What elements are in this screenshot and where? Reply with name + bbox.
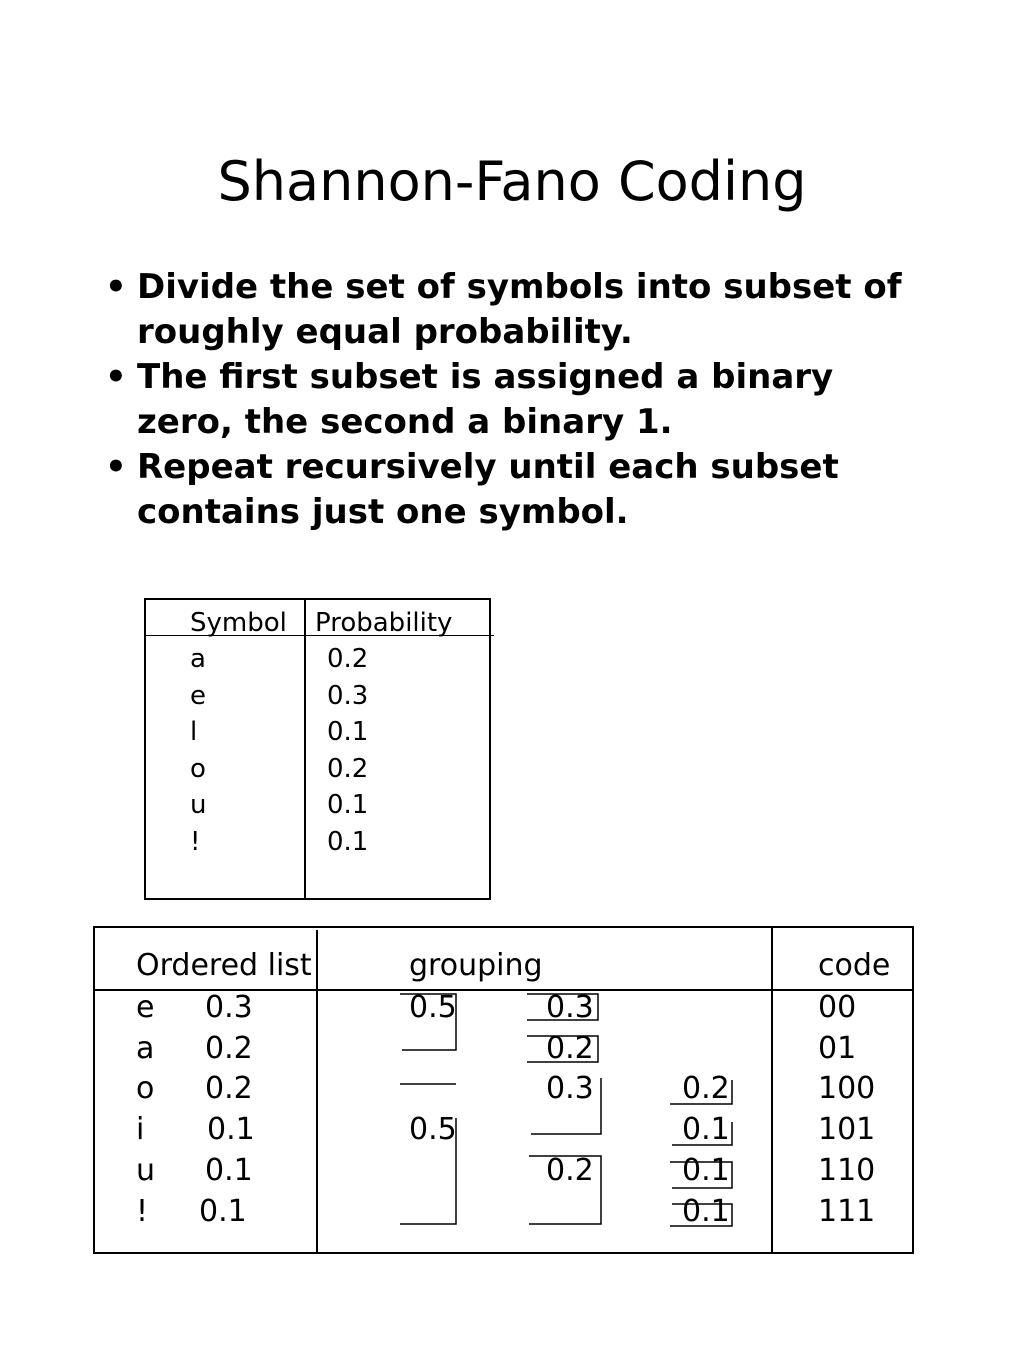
column-header-grouping: grouping <box>409 948 543 983</box>
bracket-line <box>531 1078 601 1134</box>
group-value: 0.3 <box>546 1071 594 1106</box>
bullet-item: • Repeat recursively until each subset contains just one symbol. <box>105 447 839 532</box>
ordered-symbol: a <box>136 1031 155 1066</box>
bracket-line <box>400 994 456 1050</box>
symbol-cell: o <box>190 754 206 784</box>
bullet-text: Divide the set of symbols into subset of roughly equal probability. <box>137 267 902 352</box>
bracket-line <box>527 1036 598 1062</box>
bullet-item: • The first subset is assigned a binary zero, the second a binary 1. <box>105 357 834 442</box>
bracket-line <box>670 1080 732 1104</box>
column-header-code: code <box>818 948 891 983</box>
symbol-cell: l <box>190 717 198 747</box>
ordered-symbol: e <box>136 990 155 1025</box>
column-header-probability: Probability <box>315 608 453 638</box>
bracket-line <box>670 1204 732 1226</box>
ordered-symbol: i <box>136 1112 145 1147</box>
ordered-probability: 0.2 <box>205 1031 253 1066</box>
group-value: 0.5 <box>409 1112 457 1147</box>
bracket-line <box>672 1122 732 1145</box>
slide-title: Shannon-Fano Coding <box>217 150 807 213</box>
bracket-line <box>400 1118 456 1224</box>
group-value: 0.3 <box>546 990 594 1025</box>
probability-cell: 0.1 <box>327 827 369 857</box>
bracket-line <box>527 994 598 1020</box>
probability-cell: 0.2 <box>327 754 369 784</box>
symbol-cell: u <box>190 790 207 820</box>
ordered-probability: 0.1 <box>207 1112 255 1147</box>
bullet-text: Repeat recursively until each subset contains just one symbol. <box>137 447 839 532</box>
code-cell: 111 <box>818 1194 876 1229</box>
group-value: 0.5 <box>409 990 457 1025</box>
group-value: 0.1 <box>682 1194 730 1229</box>
probability-cell: 0.1 <box>327 790 369 820</box>
probability-cell: 0.2 <box>327 644 369 674</box>
column-header-ordered-list: Ordered list <box>136 948 312 983</box>
ordered-probability: 0.2 <box>205 1071 253 1106</box>
column-header-symbol: Symbol <box>190 608 287 638</box>
probability-cell: 0.3 <box>327 681 369 711</box>
ordered-probability: 0.3 <box>205 990 253 1025</box>
symbol-cell: a <box>190 644 206 674</box>
probability-cell: 0.1 <box>327 717 369 747</box>
group-value: 0.1 <box>682 1153 730 1188</box>
bullet-item: • Divide the set of symbols into subset of roughly equal probability. <box>105 267 902 352</box>
bullet-text: The first subset is assigned a binary zero, the second a binary 1. <box>137 357 834 442</box>
ordered-probability: 0.1 <box>199 1194 247 1229</box>
symbol-cell: e <box>190 681 206 711</box>
code-cell: 00 <box>818 990 857 1025</box>
code-cell: 110 <box>818 1153 876 1188</box>
bracket-line <box>529 1156 601 1224</box>
code-cell: 100 <box>818 1071 876 1106</box>
code-cell: 101 <box>818 1112 876 1147</box>
group-value: 0.2 <box>546 1031 594 1066</box>
symbol-cell: ! <box>190 827 201 857</box>
ordered-probability: 0.1 <box>205 1153 253 1188</box>
ordered-symbol: ! <box>136 1194 149 1229</box>
group-value: 0.2 <box>682 1071 730 1106</box>
bracket-line <box>670 1162 732 1188</box>
group-value: 0.2 <box>546 1153 594 1188</box>
ordered-symbol: o <box>136 1071 155 1106</box>
code-cell: 01 <box>818 1031 857 1066</box>
ordered-symbol: u <box>136 1153 156 1188</box>
group-value: 0.1 <box>682 1112 730 1147</box>
